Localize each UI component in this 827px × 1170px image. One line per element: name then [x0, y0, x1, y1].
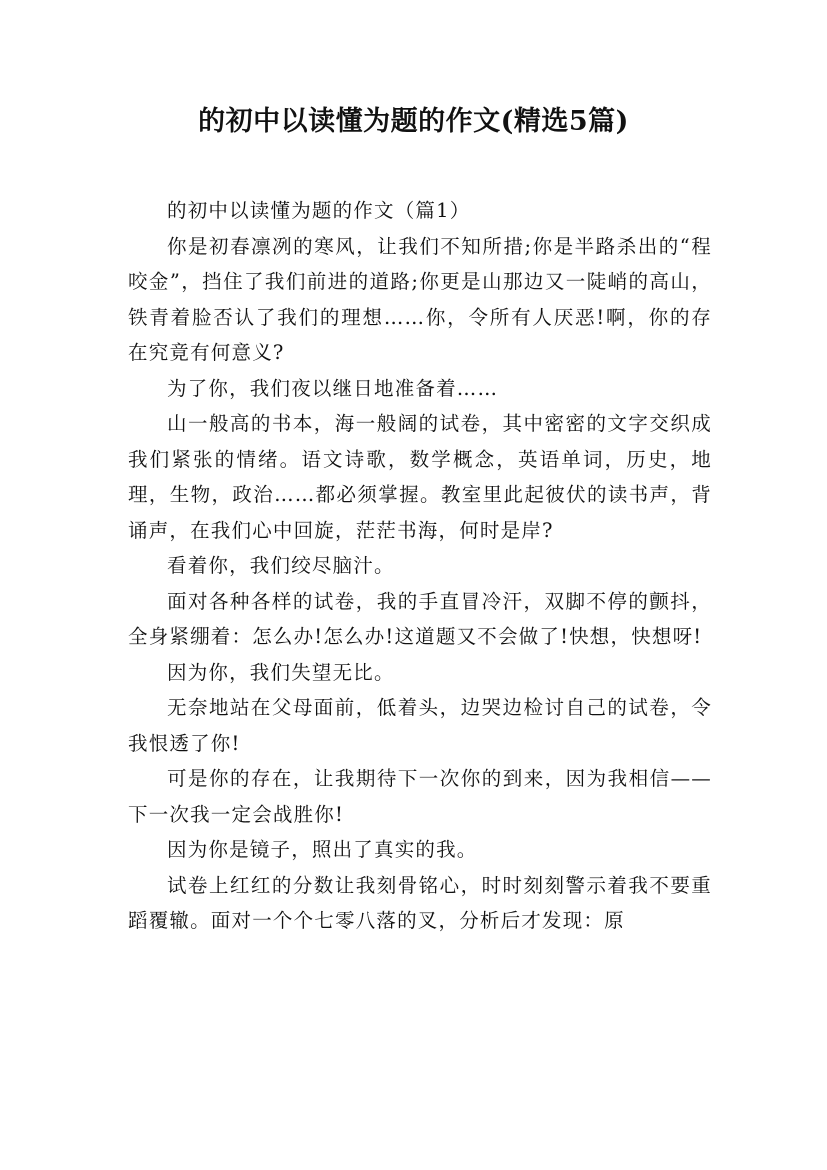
paragraph-2: 为了你，我们夜以继日地准备着…… [167, 376, 499, 400]
paragraph-4: 看着你，我们绞尽脑汁。 [167, 554, 395, 577]
paragraph-7: 无奈地站在父母面前，低着头，边哭边检讨自己的试卷，令我恨透了你! [128, 696, 712, 755]
document-title: 的初中以读懂为题的作文(精选5篇) [198, 106, 629, 137]
paragraph-9: 因为你是镜子，照出了真实的我。 [167, 838, 478, 861]
paragraph-1: 你是初春凛冽的寒风，让我们不知所措;你是半路杀出的“程咬金”，挡住了我们前进的道路;你更是山那边又一陡峭的高山，铁青着脸否认了我们的理想……你，令所有人厌恶!啊，你的存在究竟有何意义? [128, 234, 712, 364]
paragraph-8: 可是你的存在，让我期待下一次你的到来，因为我相信——下一次我一定会战胜你! [128, 767, 712, 826]
paragraph-6: 因为你，我们失望无比。 [167, 660, 395, 684]
section-heading: 的初中以读懂为题的作文（篇1） [167, 199, 471, 222]
paragraph-5: 面对各种各样的试卷，我的手直冒冷汗，双脚不停的颤抖，全身紧绷着：怎么办!怎么办!这道题又不会做了!快想，快想呀! [128, 589, 712, 648]
paragraph-3: 山一般高的书本，海一般阔的试卷，其中密密的文字交织成我们紧张的情绪。语文诗歌，数学概念，英语单词，历史，地理，生物，政治……都必须掌握。教室里此起彼伏的读书声，背诵声，在我们心中回旋，茫茫书海，何时是岸? [128, 412, 712, 542]
paragraph-10: 试卷上红红的分数让我刻骨铭心，时时刻刻警示着我不要重蹈覆辙。面对一个个七零八落的叉，分析后才发现：原 [128, 873, 712, 932]
document-body [128, 193, 712, 939]
